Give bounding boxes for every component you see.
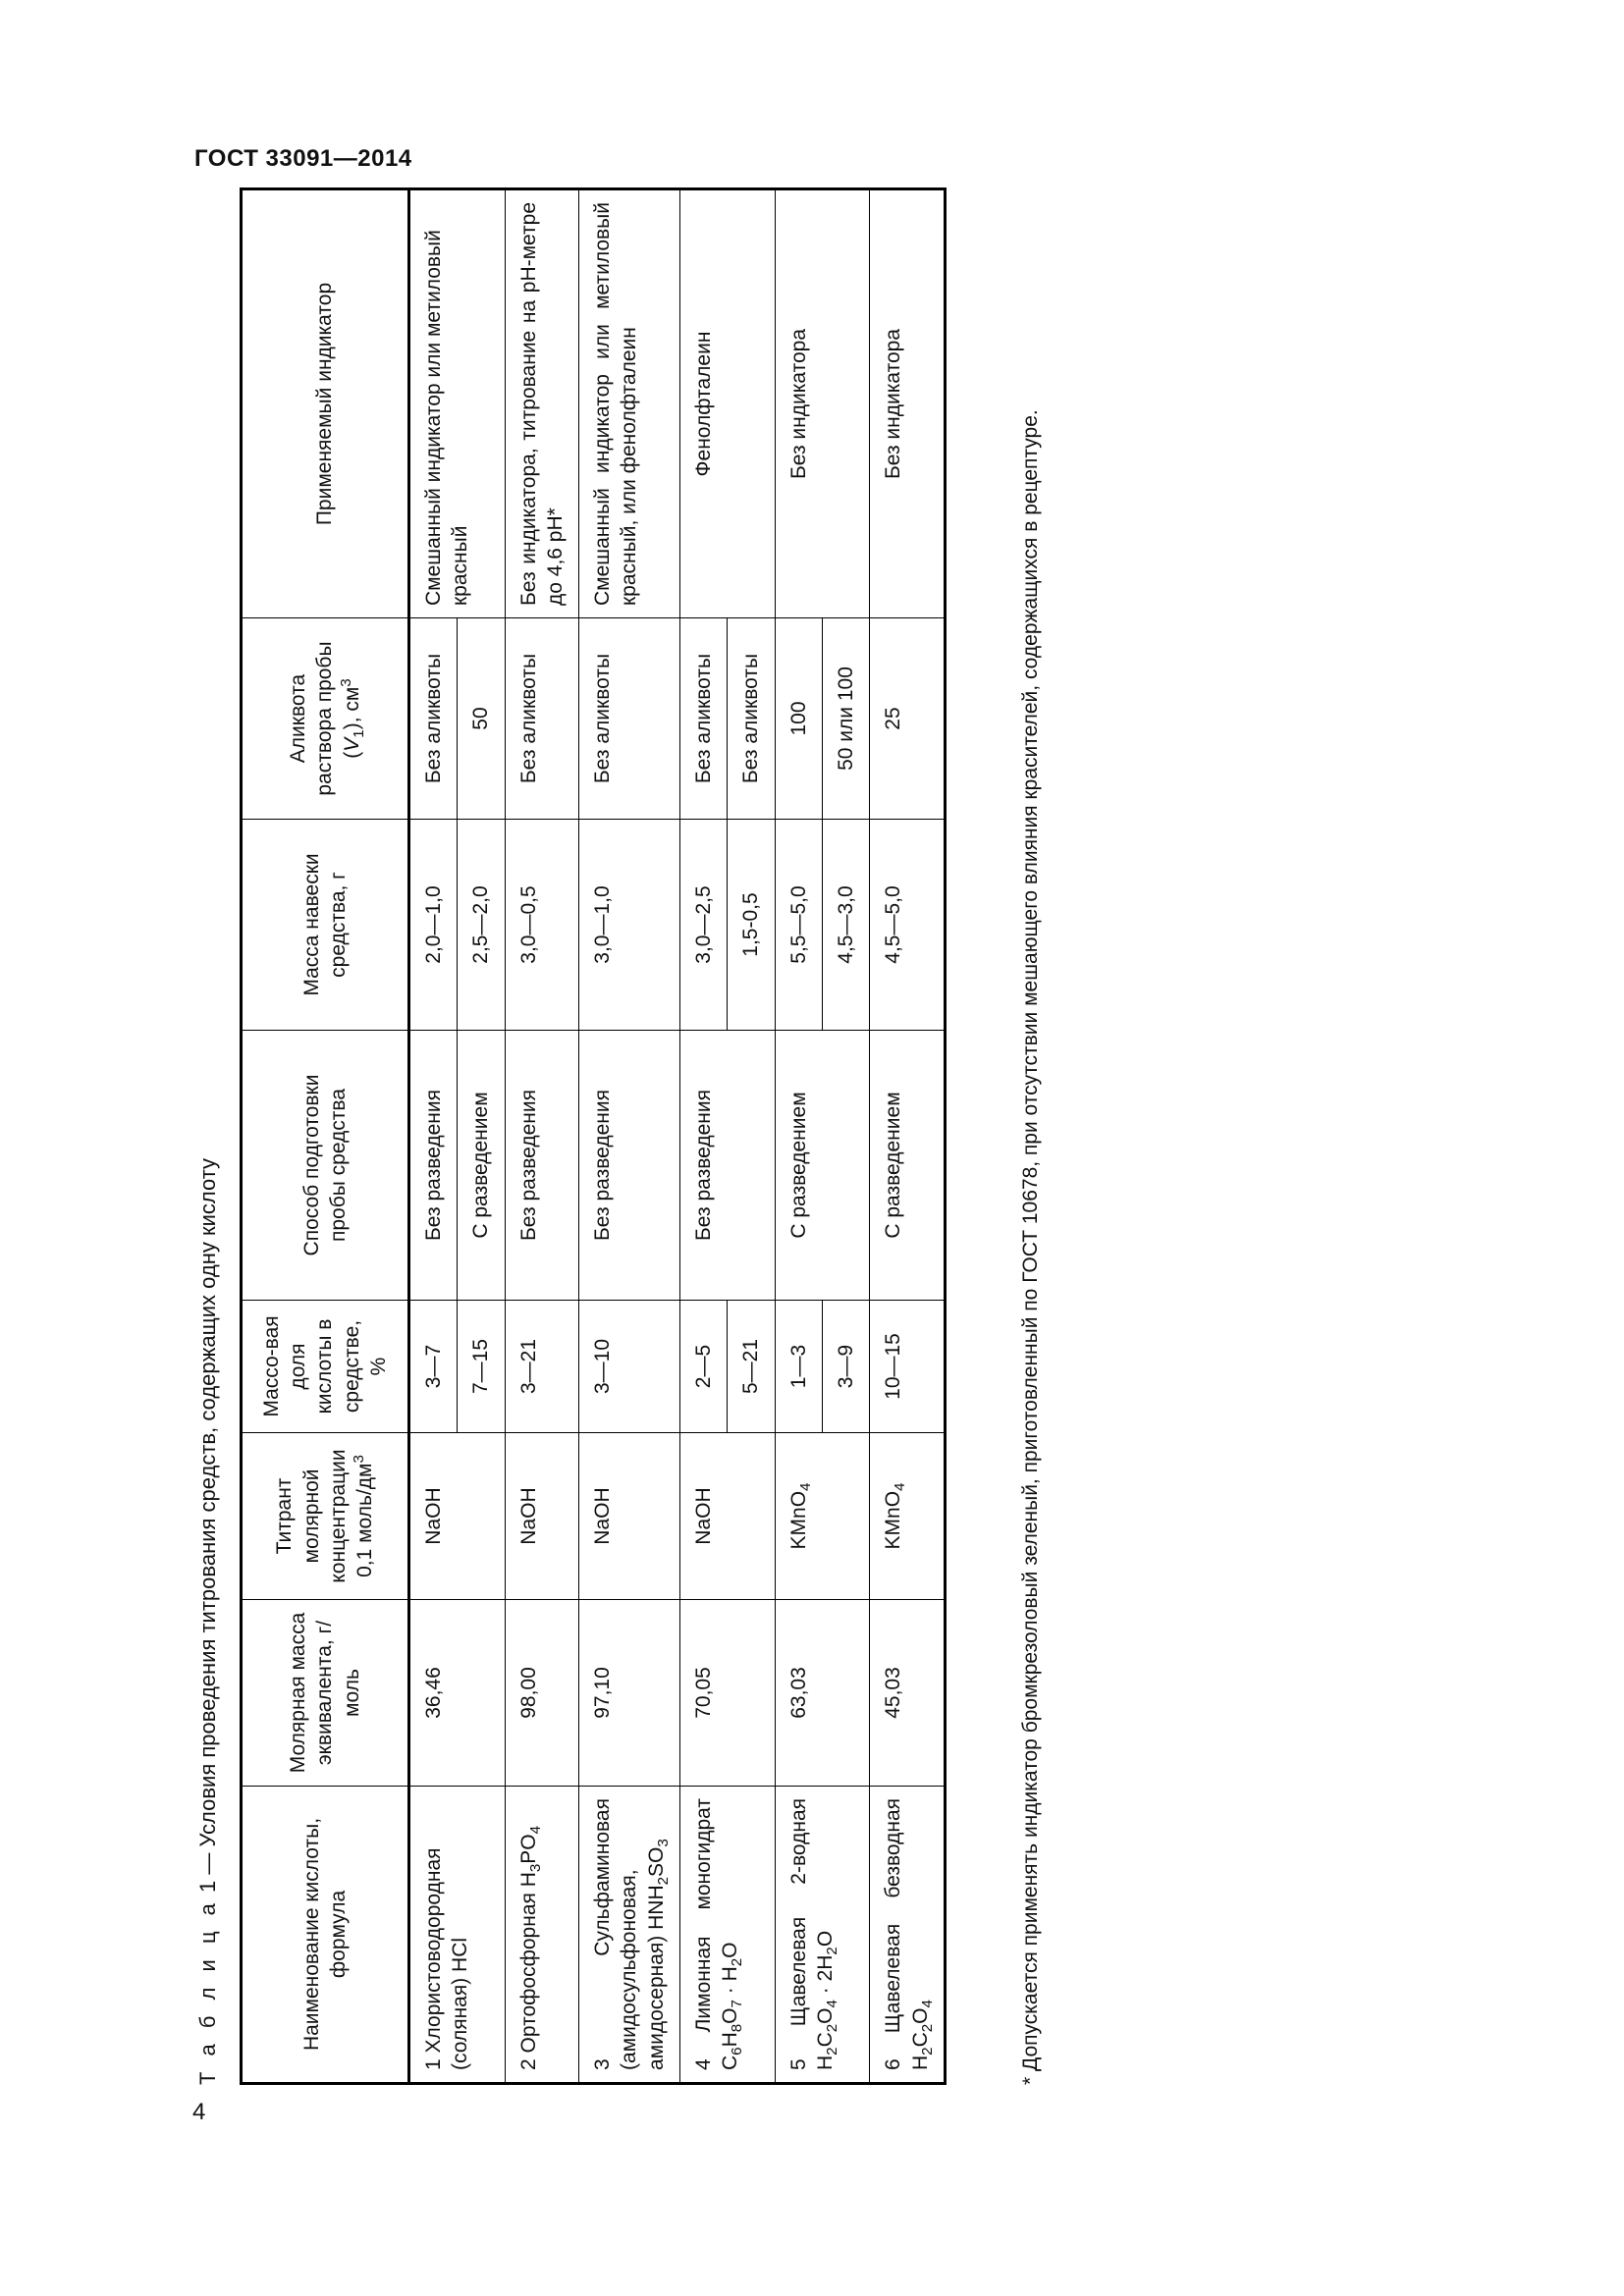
sample-mass-cell: 4,5—5,0 xyxy=(870,820,946,1031)
indicator-cell: Фенолфталеин xyxy=(680,189,776,618)
acid-name-cell: 4 Лимонная моногидрат $C_6H_8O_7 \cdot H_2O$ xyxy=(680,1787,776,2084)
acid-name-cell: 1 Хлористоводородная (соляная) HCl xyxy=(409,1787,506,2084)
sample-mass-cell: 2,0—1,0 xyxy=(409,820,458,1031)
aliquot-cell: Без аликвоты xyxy=(409,618,458,820)
prep-method-cell: Без разведения xyxy=(505,1031,579,1301)
prep-method-cell: Без разведения xyxy=(579,1031,680,1301)
molar-mass-cell: 97,10 xyxy=(579,1600,680,1787)
mass-fraction-cell: 1—3 xyxy=(775,1301,822,1433)
aliquot-cell: 100 xyxy=(775,618,822,820)
sample-mass-cell: 3,0—0,5 xyxy=(505,820,579,1031)
header-mass-fraction: Массо-вая доля кислоты в средстве, % xyxy=(242,1301,409,1433)
header-indicator: Применяемый индикатор xyxy=(242,189,409,618)
caption-number: 1 xyxy=(195,1880,220,1893)
titrant-cell: NaOH xyxy=(680,1433,776,1600)
prep-method-cell: Без разведения xyxy=(409,1031,458,1301)
mass-fraction-cell: 3—7 xyxy=(409,1301,458,1433)
molar-mass-cell: 63,03 xyxy=(775,1600,870,1787)
caption-text: Условия проведения титрования средств, содержащих одну кислоту xyxy=(195,1157,220,1847)
prep-method-cell: С разведением xyxy=(775,1031,870,1301)
sample-mass-cell: 3,0—1,0 xyxy=(579,820,680,1031)
page-number: 4 xyxy=(192,2099,206,2125)
prep-method-cell: С разведением xyxy=(458,1031,505,1301)
prep-method-cell: Без разведения xyxy=(680,1031,776,1301)
mass-fraction-cell: 3—21 xyxy=(505,1301,579,1433)
aliquot-cell: Без аликвоты xyxy=(505,618,579,820)
aliquot-cell: Без аликвоты xyxy=(579,618,680,820)
header-aliquot: Аликвота раствора пробы $(V_1)$, $см^3$ xyxy=(242,618,409,820)
aliquot-cell: Без аликвоты xyxy=(728,618,775,820)
acid-name-cell: 5 Щавелевая 2-водная $H_2C_2O_4 \cdot 2H_2O$ xyxy=(775,1787,870,2084)
rotated-table-block xyxy=(181,190,1104,2085)
acid-name-cell: 3 Сульфаминовая (амидосульфоновая, амидосерная) $HNH_2SO_3$ xyxy=(579,1787,680,2084)
molar-mass-cell: 36,46 xyxy=(409,1600,506,1787)
table-footnote: * Допускается применять индикатор бромкрезоловый зеленый, приготовленный по ГОСТ 10678, при отсутствии мешающего влияния красителей, содержащихся в рецептуре. xyxy=(1019,409,1042,2085)
aliquot-cell: 50 xyxy=(458,618,505,820)
header-titrant: Титрант молярной концентрации 0,1 моль/$дм^3$ xyxy=(242,1433,409,1600)
prep-method-cell: С разведением xyxy=(870,1031,946,1301)
aliquot-cell: Без аликвоты xyxy=(680,618,728,820)
header-acid-name: Наименование кислоты, формула xyxy=(242,1787,409,2084)
titrant-cell: NaOH xyxy=(579,1433,680,1600)
indicator-cell: Без индикатора xyxy=(775,189,870,618)
table-row xyxy=(579,189,680,2084)
titrant-cell: KMnO$_4$ xyxy=(775,1433,870,1600)
table-row xyxy=(409,189,458,2084)
header-prep-method: Способ подготовки пробы средства xyxy=(242,1031,409,1301)
aliquot-cell: 25 xyxy=(870,618,946,820)
molar-mass-cell: 98,00 xyxy=(505,1600,579,1787)
sample-mass-cell: 4,5—3,0 xyxy=(822,820,869,1031)
indicator-cell: Без индикатора, титрование на pH-метре до 4,6 pH* xyxy=(505,189,579,618)
mass-fraction-cell: 3—9 xyxy=(822,1301,869,1433)
table-row xyxy=(505,189,579,2084)
table-row xyxy=(680,189,728,2084)
mass-fraction-cell: 5—21 xyxy=(728,1301,775,1433)
mass-fraction-cell: 3—10 xyxy=(579,1301,680,1433)
sample-mass-cell: 2,5—2,0 xyxy=(458,820,505,1031)
molar-mass-cell: 70,05 xyxy=(680,1600,776,1787)
indicator-cell: Смешанный индикатор или метиловый красный xyxy=(409,189,506,618)
sample-mass-cell: 5,5—5,0 xyxy=(775,820,822,1031)
molar-mass-cell: 45,03 xyxy=(870,1600,946,1787)
header-molar-mass: Молярная масса эквивалента, г/моль xyxy=(242,1600,409,1787)
sample-mass-cell: 3,0—2,5 xyxy=(680,820,728,1031)
titrant-cell: NaOH xyxy=(409,1433,506,1600)
aliquot-cell: 50 или 100 xyxy=(822,618,869,820)
sample-mass-cell: 1,5-0,5 xyxy=(728,820,775,1031)
table-caption xyxy=(181,1158,236,2085)
caption-prefix: Т а б л и ц а xyxy=(195,1898,220,2085)
header-sample-mass: Масса навески средства, г xyxy=(242,820,409,1031)
document-header: ГОСТ 33091—2014 xyxy=(194,145,412,172)
titrant-cell: KMnO$_4$ xyxy=(870,1433,946,1600)
table-row xyxy=(775,189,822,2084)
indicator-cell: Без индикатора xyxy=(870,189,946,618)
mass-fraction-cell: 7—15 xyxy=(458,1301,505,1433)
table-row xyxy=(870,189,946,2084)
table-header-row xyxy=(242,189,409,2084)
acid-name-cell: 2 Ортофосфорная $H_3PO_4$ xyxy=(505,1787,579,2084)
titration-table xyxy=(240,187,947,2085)
mass-fraction-cell: 2—5 xyxy=(680,1301,728,1433)
mass-fraction-cell: 10—15 xyxy=(870,1301,946,1433)
indicator-cell: Смешанный индикатор или метиловый красный, или фенолфталеин xyxy=(579,189,680,618)
acid-name-cell: 6 Щавелевая безводная $H_2C_2O_4$ xyxy=(870,1787,946,2084)
titrant-cell: NaOH xyxy=(505,1433,579,1600)
caption-dash: — xyxy=(195,1852,220,1875)
